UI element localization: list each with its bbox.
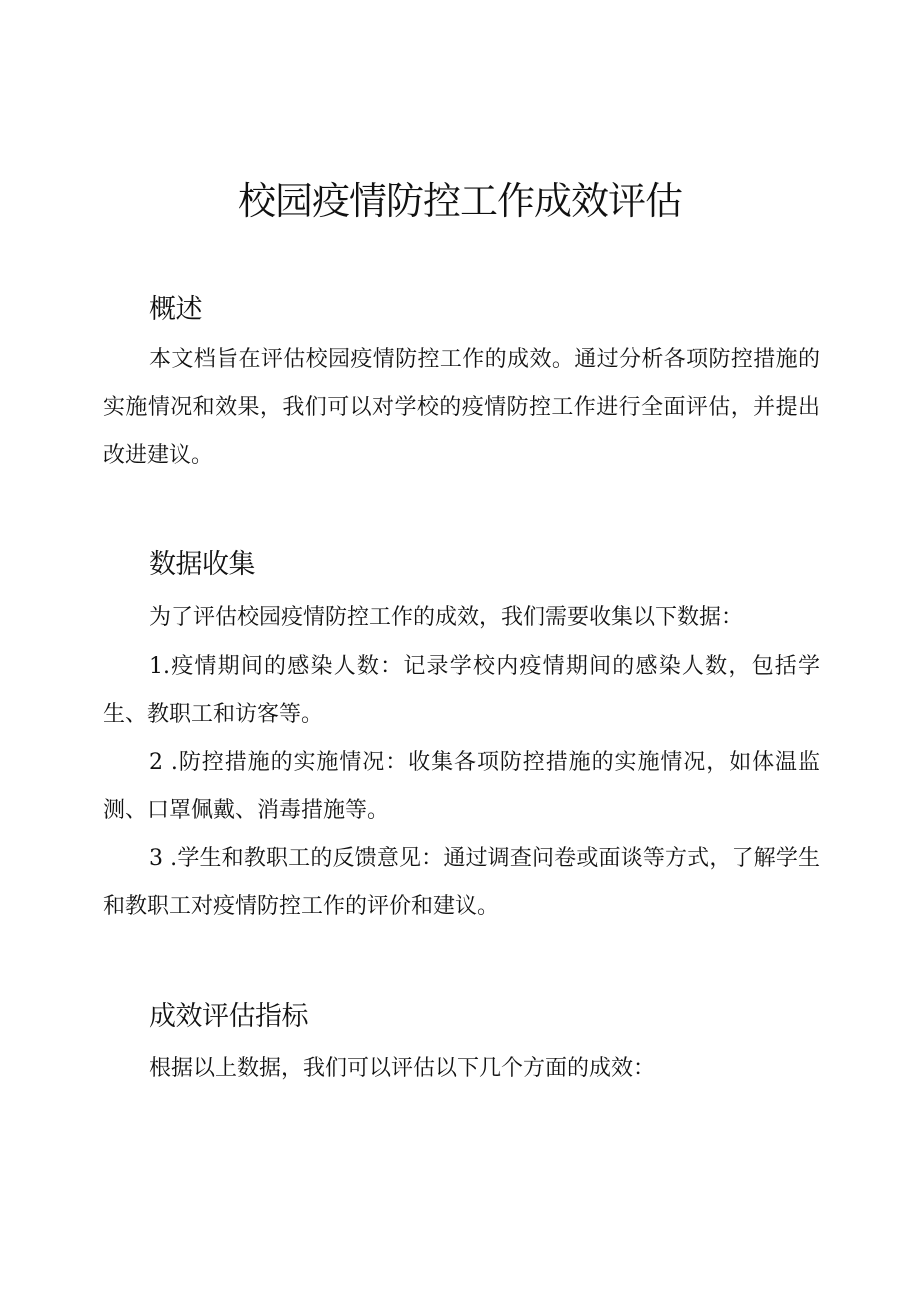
data-collection-intro: 为了评估校园疫情防控工作的成效，我们需要收集以下数据：: [149, 605, 744, 630]
section-heading-data-collection: 数据收集: [149, 549, 255, 580]
data-collection-item-3: 3 .学生和教职工的反馈意见：通过调查问卷或面谈等方式，了解学生和教职工对疫情防控工作的评价和建议。: [103, 846, 820, 919]
evaluation-intro: 根据以上数据，我们可以评估以下几个方面的成效：: [149, 1056, 656, 1081]
data-collection-item-2: 2 .防控措施的实施情况：收集各项防控措施的实施情况，如体温监测、口罩佩戴、消毒措施等。: [103, 750, 820, 823]
data-collection-item-1: 1.疫情期间的感染人数：记录学校内疫情期间的感染人数，包括学生、教职工和访客等。: [103, 654, 820, 727]
document-title: 校园疫情防控工作成效评估: [237, 179, 682, 223]
section-heading-evaluation-indicators: 成效评估指标: [149, 1001, 308, 1032]
section-heading-overview: 概述: [149, 294, 202, 325]
overview-paragraph: 本文档旨在评估校园疫情防控工作的成效。通过分析各项防控措施的实施情况和效果，我们可以对学校的疫情防控工作进行全面评估，并提出改进建议。: [103, 347, 820, 468]
